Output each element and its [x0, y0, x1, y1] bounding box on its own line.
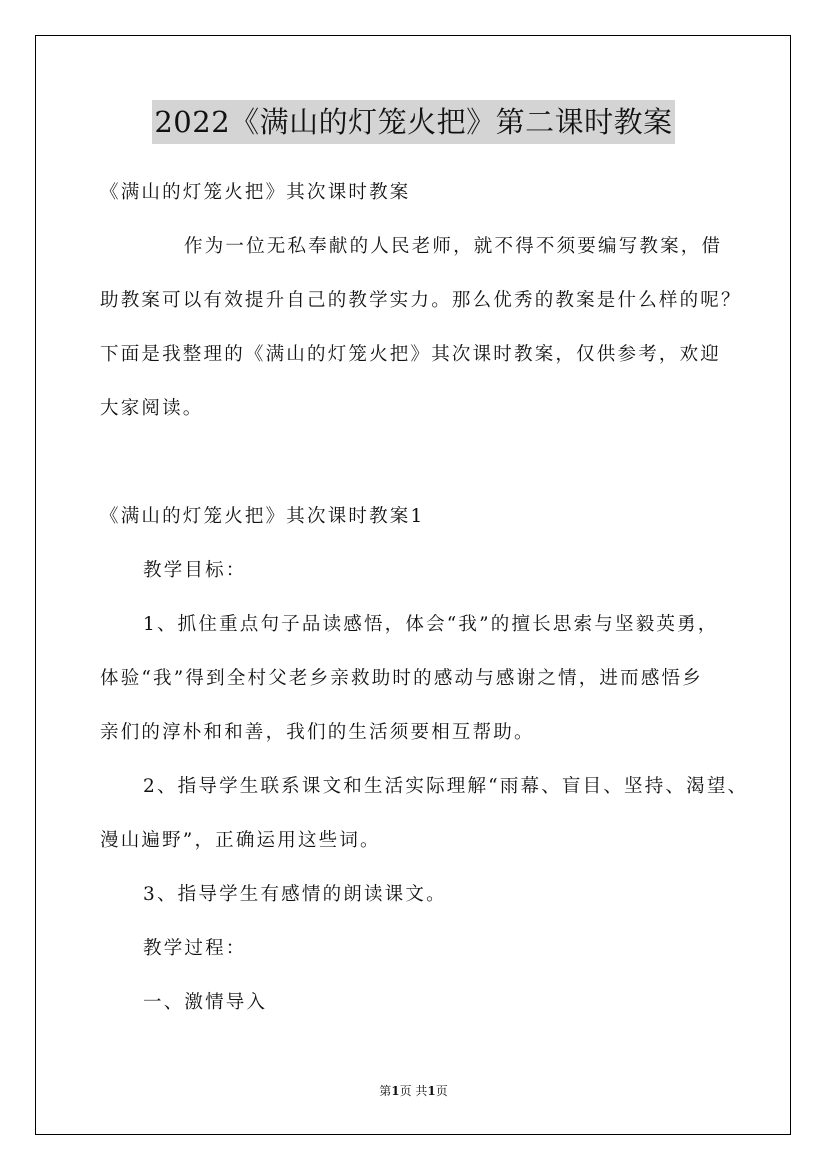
footer-page-suffix: 页 [435, 1084, 448, 1098]
section-heading: 《满山的灯笼火把》其次课时教案1 [100, 506, 425, 527]
goal-2-line-1: 2、指导学生联系课文和生活实际理解“雨幕、盲目、坚持、渴望、 [143, 776, 749, 797]
page-footer [0, 1083, 827, 1099]
title-container [0, 100, 827, 144]
goals-heading: 教学目标： [143, 560, 247, 581]
goal-1-line-1: 1、抓住重点句子品读感悟，体会“我”的擅长思索与坚毅英勇， [143, 614, 719, 635]
footer-page-total: 1 [427, 1084, 436, 1098]
footer-page-number: 1 [391, 1084, 400, 1098]
intro-line-1: 作为一位无私奉献的人民老师，就不得不须要编写教案，借 [184, 236, 723, 257]
intro-line-2: 助教案可以有效提升自己的教学实力。那么优秀的教案是什么样的呢？ [100, 290, 742, 311]
goal-1-line-3: 亲们的淳朴和和善，我们的生活须要相互帮助。 [100, 722, 535, 743]
step-1-heading: 一、激情导入 [143, 992, 268, 1013]
intro-line-4: 大家阅读。 [100, 398, 204, 419]
process-heading: 教学过程： [143, 938, 247, 959]
subtitle-line: 《满山的灯笼火把》其次课时教案 [100, 182, 411, 203]
footer-page-prefix: 第 [379, 1084, 392, 1098]
document-title: 2022《满山的灯笼火把》第二课时教案 [152, 100, 674, 144]
intro-line-3: 下面是我整理的《满山的灯笼火把》其次课时教案，仅供参考，欢迎 [100, 344, 722, 365]
goal-3-line-1: 3、指导学生有感情的朗读课文。 [143, 884, 447, 905]
goal-1-line-2: 体验“我”得到全村父老乡亲救助时的感动与感谢之情，进而感悟乡 [100, 668, 703, 689]
footer-page-mid: 页 共 [399, 1084, 428, 1098]
goal-2-line-2: 漫山遍野”，正确运用这些词。 [100, 830, 381, 851]
